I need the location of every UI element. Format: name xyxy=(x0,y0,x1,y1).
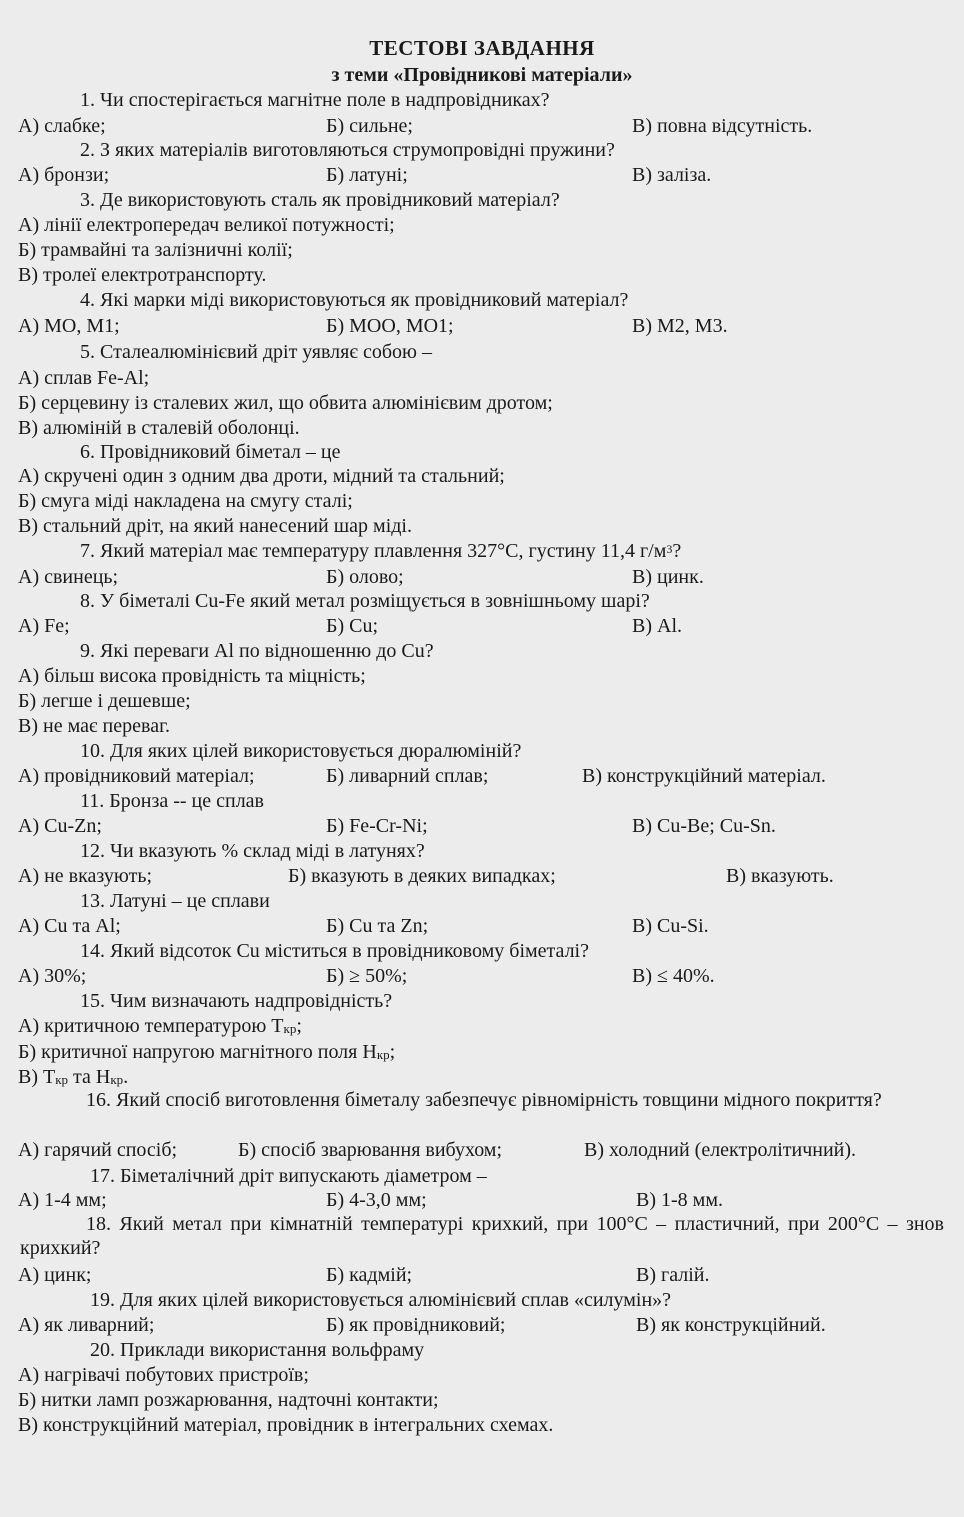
q16-option-a: А) гарячий спосіб; xyxy=(18,1139,178,1161)
question-17: 17. Біметалічний дріт випускають діаметром – xyxy=(90,1165,487,1187)
q15a-subscript: кр xyxy=(283,1021,297,1036)
q5-option-c: В) алюміній в сталевій оболонці. xyxy=(18,417,300,439)
q4-option-a: А) МО, М1; xyxy=(18,315,120,337)
q16-option-c: В) холодний (електролітичний). xyxy=(584,1139,857,1161)
q15a-end: ; xyxy=(296,1015,302,1037)
question-6: 6. Провідниковий біметал – це xyxy=(80,441,341,463)
q17-option-b: Б) 4-3,0 мм; xyxy=(326,1189,427,1211)
q19-option-a: А) як ливарний; xyxy=(18,1314,155,1336)
q5-option-b: Б) серцевину із сталевих жил, що обвита алюмінієвим дротом; xyxy=(18,392,553,414)
q17-option-c: В) 1-8 мм. xyxy=(636,1189,723,1211)
q12-option-b: Б) вказують в деяких випадках; xyxy=(288,865,556,887)
q1-option-a: А) слабке; xyxy=(18,115,106,137)
q2-option-a: А) бронзи; xyxy=(18,164,110,186)
q1-option-c: В) повна відсутність. xyxy=(632,115,813,137)
q9-option-b: Б) легше і дешевше; xyxy=(18,690,191,712)
q7-option-c: В) цинк. xyxy=(632,566,704,588)
q12-option-c: В) вказують. xyxy=(726,865,834,887)
q5-option-a: А) сплав Fe-Al; xyxy=(18,367,150,389)
q13-option-a: А) Cu та Al; xyxy=(18,915,121,937)
question-1: 1. Чи спостерігається магнітне поле в надпровідниках? xyxy=(80,89,550,111)
question-18: 18. Який метал при кімнатній температурі крихкий, при 100°С – пластичний, при 200°С – знов крихкий? xyxy=(20,1213,944,1259)
q8-option-b: Б) Cu; xyxy=(326,615,379,637)
q15c-subscript: кр xyxy=(55,1072,69,1087)
q11-option-a: А) Cu-Zn; xyxy=(18,815,102,837)
question-20: 20. Приклади використання вольфраму xyxy=(90,1339,425,1361)
q20-option-c: В) конструкційний матеріал, провідник в інтегральних схемах. xyxy=(18,1414,554,1436)
q7-text-end: ? xyxy=(672,540,682,562)
q19-option-b: Б) як провідниковий; xyxy=(326,1314,506,1336)
question-7 xyxy=(80,539,681,563)
q2-option-b: Б) латуні; xyxy=(326,164,408,186)
q15a-text: А) критичною температурою Т xyxy=(18,1015,284,1037)
q12-option-a: А) не вказують; xyxy=(18,865,152,887)
q7-superscript: 3 xyxy=(666,542,673,556)
q14-option-a: А) 30%; xyxy=(18,965,87,987)
question-5: 5. Сталеалюмінієвий дріт уявляє собою – xyxy=(80,341,432,363)
q4-option-c: В) М2, М3. xyxy=(632,315,728,337)
q15-option-c xyxy=(18,1065,128,1089)
q6-option-a: А) скручені один з одним два дроти, мідний та стальний; xyxy=(18,465,505,487)
q3-option-a: А) лінії електропередач великої потужності; xyxy=(18,214,395,236)
q15c-end: . xyxy=(123,1066,129,1088)
q14-option-b: Б) ≥ 50%; xyxy=(326,965,408,987)
q15b-text: Б) критичної напругою магнітного поля Н xyxy=(18,1041,377,1063)
question-14: 14. Який відсоток Cu міститься в провідниковому біметалі? xyxy=(80,940,589,962)
question-4: 4. Які марки міді використовуються як провідниковий матеріал? xyxy=(80,289,629,311)
q14-option-c: В) ≤ 40%. xyxy=(632,965,715,987)
q18-option-a: А) цинк; xyxy=(18,1264,92,1286)
q15-option-a xyxy=(18,1014,302,1038)
question-2: 2. З яких матеріалів виготовляються струмопровідні пружини? xyxy=(80,139,615,161)
document-title: ТЕСТОВІ ЗАВДАННЯ xyxy=(369,36,595,60)
q3-option-c: В) тролеї електротранспорту. xyxy=(18,264,267,286)
q6-option-c: В) стальний дріт, на який нанесений шар міді. xyxy=(18,515,412,537)
q18-option-b: Б) кадмій; xyxy=(326,1264,413,1286)
q13-option-c: В) Cu-Si. xyxy=(632,915,709,937)
question-12: 12. Чи вказують % склад міді в латунях? xyxy=(80,840,425,862)
q4-option-b: Б) МОО, МО1; xyxy=(326,315,454,337)
q17-option-a: А) 1-4 мм; xyxy=(18,1189,107,1211)
q9-option-c: В) не має переваг. xyxy=(18,715,171,737)
q8-option-a: А) Fe; xyxy=(18,615,70,637)
q15-option-b xyxy=(18,1040,395,1064)
question-11: 11. Бронза -- це сплав xyxy=(80,790,265,812)
q15b-subscript: кр xyxy=(376,1047,390,1062)
q10-option-c: В) конструкційний матеріал. xyxy=(582,765,826,787)
q15c-text: В) Т xyxy=(18,1066,56,1088)
q2-option-c: В) заліза. xyxy=(632,164,712,186)
q20-option-b: Б) нитки ламп розжарювання, надточні контакти; xyxy=(18,1389,439,1411)
document-subtitle: з теми «Провідникові матеріали» xyxy=(331,64,633,86)
q6-option-b: Б) смуга міді накладена на смугу сталі; xyxy=(18,490,353,512)
q19-option-c: В) як конструкційний. xyxy=(636,1314,826,1336)
q7-option-b: Б) олово; xyxy=(326,566,404,588)
question-10: 10. Для яких цілей використовується дюралюміній? xyxy=(80,740,522,762)
q15c-mid: та Н xyxy=(68,1066,111,1088)
q7-option-a: А) свинець; xyxy=(18,566,119,588)
question-8: 8. У біметалі Cu-Fe який метал розміщується в зовнішньому шарі? xyxy=(80,590,650,612)
question-13: 13. Латуні – це сплави xyxy=(80,890,270,912)
q11-option-b: Б) Fe-Cr-Ni; xyxy=(326,815,428,837)
q7-text: 7. Який матеріал має температуру плавлення 327°С, густину 11,4 г/м xyxy=(80,540,667,562)
q10-option-b: Б) ливарний сплав; xyxy=(326,765,489,787)
question-16: 16. Який спосіб виготовлення біметалу забезпечує рівномірність товщини мідного покриття? xyxy=(86,1089,882,1111)
question-15: 15. Чим визначають надпровідність? xyxy=(80,990,393,1012)
q11-option-c: В) Cu-Be; Cu-Sn. xyxy=(632,815,776,837)
question-19: 19. Для яких цілей використовується алюмінієвий сплав «силумін»? xyxy=(90,1289,672,1311)
q18-option-c: В) галій. xyxy=(636,1264,710,1286)
q15c-subscript-2: кр xyxy=(110,1072,124,1087)
q9-option-a: А) більш висока провідність та міцність; xyxy=(18,665,366,687)
q13-option-b: Б) Cu та Zn; xyxy=(326,915,429,937)
q1-option-b: Б) сильне; xyxy=(326,115,413,137)
q10-option-a: А) провідниковий матеріал; xyxy=(18,765,255,787)
q8-option-c: В) Al. xyxy=(632,615,682,637)
q20-option-a: А) нагрівачі побутових пристроїв; xyxy=(18,1364,309,1386)
q15b-end: ; xyxy=(389,1041,396,1063)
question-3: 3. Де використовують сталь як провідниковий матеріал? xyxy=(80,189,560,211)
q3-option-b: Б) трамвайні та залізничні колії; xyxy=(18,239,293,261)
question-9: 9. Які переваги Al по відношенню до Cu? xyxy=(80,640,434,662)
q16-option-b: Б) спосіб зварювання вибухом; xyxy=(238,1139,503,1161)
